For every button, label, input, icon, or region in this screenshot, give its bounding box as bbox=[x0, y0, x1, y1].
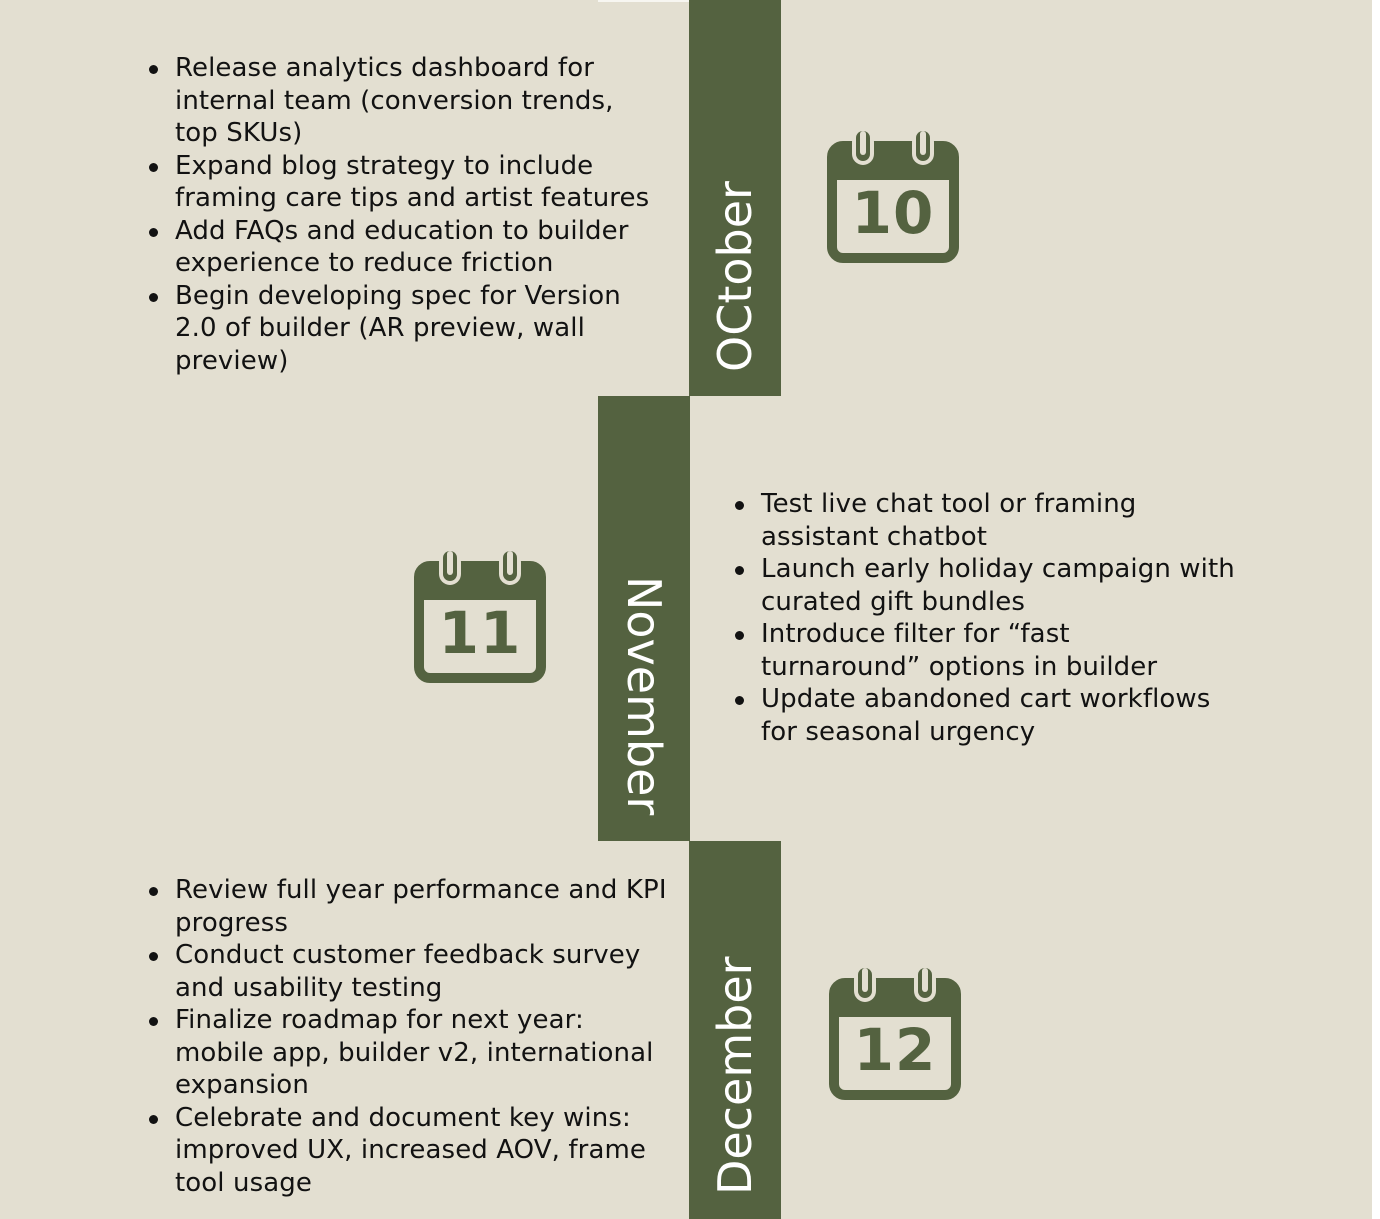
task-text: Conduct customer feedback survey and usability testing bbox=[175, 940, 641, 1003]
list-item bbox=[149, 874, 669, 939]
calendar-day-number: 11 bbox=[438, 599, 522, 667]
task-text: Add FAQs and education to builder experience to reduce friction bbox=[175, 215, 629, 278]
bullet-icon bbox=[735, 696, 744, 705]
timeline-top-divider bbox=[598, 0, 690, 2]
task-list-november bbox=[735, 488, 1235, 748]
list-item bbox=[735, 618, 1235, 683]
calendar-day-number: 10 bbox=[851, 179, 935, 247]
task-text: Update abandoned cart workflows for seasonal urgency bbox=[761, 684, 1211, 747]
task-text: Celebrate and document key wins: improved UX, increased AOV, frame tool usage bbox=[175, 1102, 647, 1198]
page-edge bbox=[1372, 0, 1380, 1219]
task-list-october bbox=[149, 52, 664, 377]
bullet-icon bbox=[735, 631, 744, 640]
task-text: Expand blog strategy to include framing care tips and artist features bbox=[175, 150, 650, 213]
task-text: Introduce filter for “fast turnaround” options in builder bbox=[761, 619, 1158, 682]
bullet-icon bbox=[149, 887, 158, 896]
bullet-icon bbox=[735, 501, 744, 510]
bullet-icon bbox=[149, 65, 158, 74]
bullet-icon bbox=[149, 952, 158, 961]
task-text: Review full year performance and KPI progress bbox=[175, 875, 667, 938]
calendar-icon bbox=[823, 128, 963, 268]
month-bar-october bbox=[689, 0, 781, 396]
task-text: Begin developing spec for Version 2.0 of builder (AR preview, wall preview) bbox=[175, 280, 621, 376]
list-item bbox=[735, 488, 1235, 553]
bullet-icon bbox=[149, 163, 158, 172]
bullet-icon bbox=[149, 228, 158, 237]
bullet-icon bbox=[149, 293, 158, 302]
list-item bbox=[149, 939, 669, 1004]
bullet-icon bbox=[149, 1017, 158, 1026]
calendar-icon bbox=[825, 965, 965, 1105]
list-item bbox=[149, 150, 664, 215]
month-bar-december bbox=[689, 841, 781, 1219]
calendar-day-number: 12 bbox=[853, 1016, 937, 1084]
task-list-december bbox=[149, 874, 669, 1199]
calendar-icon bbox=[410, 548, 550, 688]
task-text: Finalize roadmap for next year: mobile app, builder v2, international expansion bbox=[175, 1005, 654, 1100]
month-bar-november bbox=[598, 396, 690, 841]
month-label-december: December bbox=[708, 956, 762, 1195]
list-item bbox=[735, 683, 1235, 748]
task-text: Launch early holiday campaign with curated gift bundles bbox=[761, 554, 1235, 617]
month-label-november: November bbox=[617, 576, 671, 816]
list-item bbox=[149, 52, 664, 150]
list-item bbox=[735, 553, 1235, 618]
month-label-october: OCtober bbox=[708, 181, 762, 372]
task-text: Release analytics dashboard for internal team (conversion trends, top SKUs) bbox=[175, 53, 614, 148]
list-item bbox=[149, 1004, 669, 1102]
list-item bbox=[149, 280, 664, 378]
bullet-icon bbox=[149, 1115, 158, 1124]
bullet-icon bbox=[735, 566, 744, 575]
list-item bbox=[149, 215, 664, 280]
task-text: Test live chat tool or framing assistant chatbot bbox=[761, 489, 1137, 552]
list-item bbox=[149, 1102, 669, 1200]
